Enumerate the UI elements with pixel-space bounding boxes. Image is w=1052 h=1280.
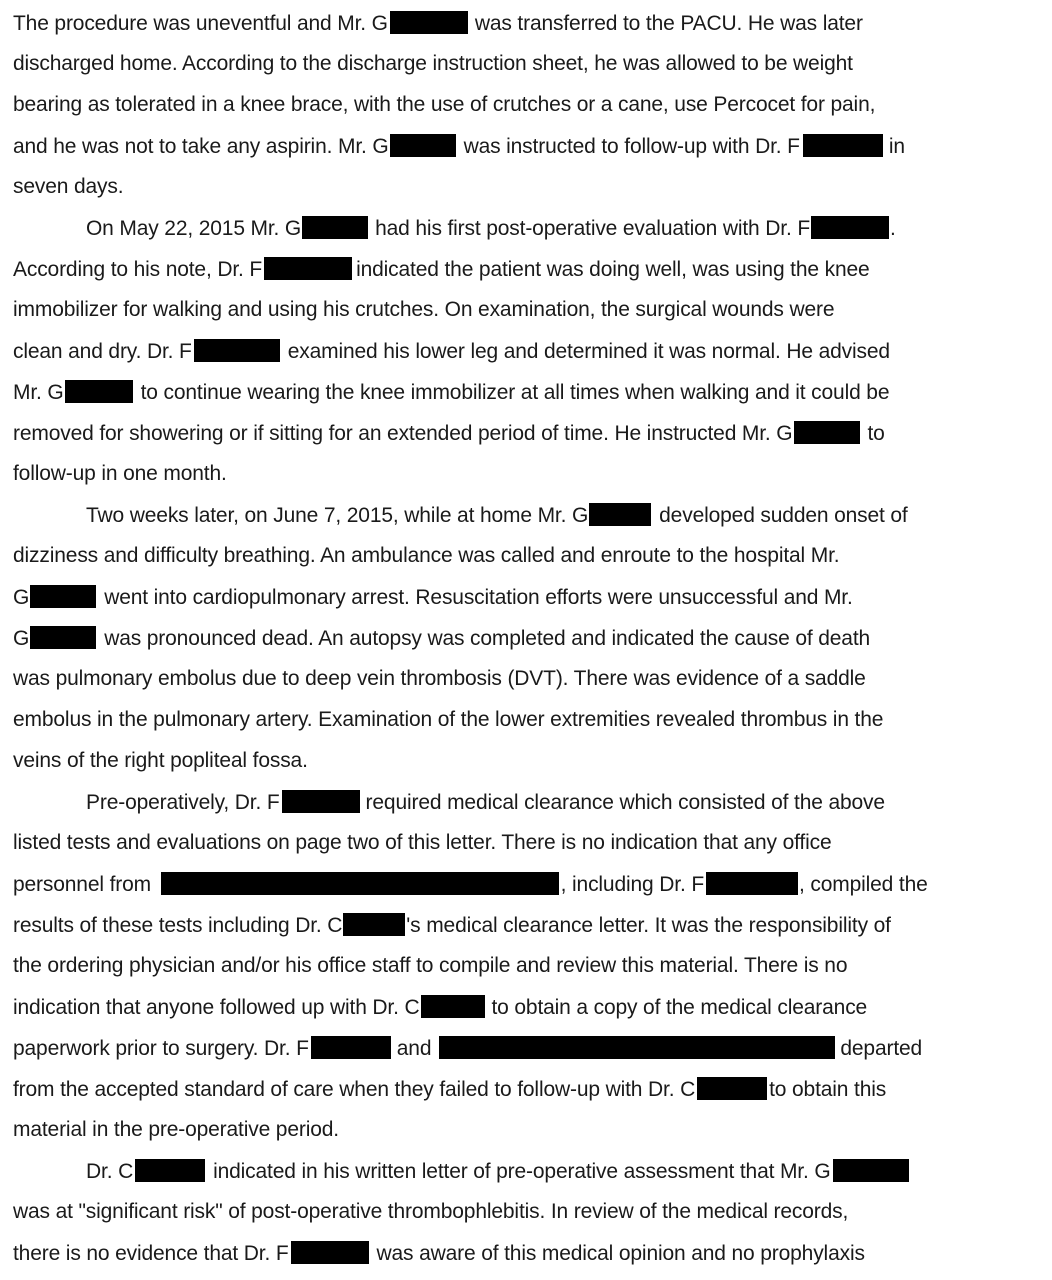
text-line [13, 380, 889, 405]
redaction-bar [390, 11, 468, 34]
text-segment: material in the pre-operative period. [13, 1118, 339, 1141]
text-segment: examined his lower leg and determined it was normal. He advised [287, 340, 890, 363]
redaction-bar [65, 380, 133, 403]
text-line [13, 1200, 848, 1224]
text-segment: and [396, 1037, 432, 1060]
text-segment: . [890, 217, 896, 240]
text-line [13, 93, 875, 117]
redaction-bar [161, 872, 559, 895]
text-segment: in [888, 135, 905, 158]
text-segment: follow-up in one month. [13, 462, 227, 485]
text-segment: went into cardiopulmonary arrest. Resuscitation efforts were unsuccessful and Mr. [104, 586, 853, 609]
redaction-bar [302, 216, 368, 239]
text-line [13, 585, 853, 610]
text-segment: indicated the patient was doing well, was using the knee [356, 258, 870, 281]
text-segment: the ordering physician and/or his office staff to compile and review this material. There is no [13, 954, 848, 977]
text-segment: Dr. C [86, 1160, 134, 1183]
redaction-bar [421, 995, 485, 1018]
text-line [13, 872, 928, 897]
text-line [86, 503, 908, 528]
text-segment: On May 22, 2015 Mr. G [86, 217, 302, 240]
text-segment: indication that anyone followed up with Dr. C [13, 996, 420, 1019]
text-segment: removed for showering or if sitting for an extended period of time. He instructed Mr. G [13, 422, 793, 445]
text-segment: was instructed to follow-up with Dr. F [463, 135, 800, 158]
text-line [13, 913, 891, 938]
text-segment: embolus in the pulmonary artery. Examination of the lower extremities revealed thrombus in the [13, 708, 884, 731]
text-segment: immobilizer for walking and using his crutches. On examination, the surgical wounds were [13, 298, 835, 321]
text-segment: clean and dry. Dr. F [13, 340, 192, 363]
text-segment: According to his note, Dr. F [13, 258, 263, 281]
text-segment: The procedure was uneventful and Mr. G [13, 12, 388, 35]
text-line [13, 298, 834, 322]
text-line [13, 544, 839, 568]
redaction-bar [697, 1077, 767, 1100]
text-line [13, 175, 123, 199]
text-segment: discharged home. According to the discharge instruction sheet, he was allowed to be weight [13, 52, 853, 75]
text-segment: bearing as tolerated in a knee brace, with the use of crutches or a cane, use Percocet for pain, [13, 93, 876, 116]
text-segment: was aware of this medical opinion and no prophylaxis [376, 1242, 865, 1265]
text-segment: was at "significant risk" of post-operative thrombophlebitis. In review of the medical records, [13, 1200, 849, 1223]
text-line [13, 667, 866, 691]
redaction-bar [811, 216, 889, 239]
text-segment: Pre-operatively, Dr. F [86, 791, 280, 814]
redaction-bar [282, 790, 360, 813]
text-segment: was pronounced dead. An autopsy was completed and indicated the cause of death [104, 627, 871, 650]
redaction-bar [30, 626, 96, 649]
redaction-bar [135, 1159, 205, 1182]
text-segment: G [13, 586, 30, 609]
text-segment: paperwork prior to surgery. Dr. F [13, 1037, 309, 1060]
redaction-bar [833, 1159, 909, 1182]
text-segment: required medical clearance which consisted of the above [365, 791, 885, 814]
redaction-bar [706, 872, 798, 895]
text-segment: dizziness and difficulty breathing. An ambulance was called and enroute to the hospital Mr. [13, 544, 840, 567]
text-segment: there is no evidence that Dr. F [13, 1242, 289, 1265]
text-line [13, 708, 883, 732]
text-segment: , compiled the [799, 873, 928, 896]
text-segment: 's medical clearance letter. It was the responsibility of [406, 914, 891, 937]
text-line [13, 1118, 339, 1142]
text-segment: to [867, 422, 885, 445]
text-line [13, 749, 308, 773]
text-line [86, 216, 896, 241]
text-segment: veins of the right popliteal fossa. [13, 749, 308, 772]
text-line [13, 954, 847, 978]
text-segment: seven days. [13, 175, 124, 198]
text-line [13, 421, 885, 446]
text-line [13, 11, 863, 36]
redaction-bar [794, 421, 860, 444]
text-line [13, 626, 870, 651]
text-segment: was transferred to the PACU. He was later [474, 12, 863, 35]
text-segment: personnel from [13, 873, 157, 896]
redaction-bar [311, 1036, 391, 1059]
redaction-bar [589, 503, 651, 526]
redaction-bar [803, 134, 883, 157]
text-line [13, 462, 227, 486]
redaction-bar [343, 913, 405, 936]
text-segment: had his first post-operative evaluation with Dr. F [375, 217, 810, 240]
text-segment: , including Dr. F [560, 873, 704, 896]
text-line [86, 1159, 909, 1184]
text-segment: G [13, 627, 30, 650]
text-line [13, 995, 867, 1020]
redaction-bar [439, 1036, 835, 1059]
text-line [86, 790, 885, 815]
text-line [13, 1036, 922, 1061]
text-segment: to obtain this [769, 1078, 887, 1101]
redaction-bar [194, 339, 280, 362]
text-segment: Two weeks later, on June 7, 2015, while at home Mr. G [86, 504, 589, 527]
text-segment: developed sudden onset of [659, 504, 908, 527]
text-line [13, 1077, 886, 1102]
redaction-bar [390, 134, 456, 157]
redaction-bar [291, 1241, 369, 1264]
text-segment: indicated in his written letter of pre-operative assessment that Mr. G [213, 1160, 831, 1183]
text-segment: listed tests and evaluations on page two of this letter. There is no indication that any office [13, 831, 832, 854]
text-segment: Mr. G [13, 381, 64, 404]
text-line [13, 257, 870, 282]
text-line [13, 831, 832, 855]
text-line [13, 52, 853, 76]
text-segment: from the accepted standard of care when they failed to follow-up with Dr. C [13, 1078, 696, 1101]
redaction-bar [264, 257, 352, 280]
text-line [13, 339, 890, 364]
text-segment: and he was not to take any aspirin. Mr. G [13, 135, 389, 158]
text-segment: to continue wearing the knee immobilizer at all times when walking and it could be [140, 381, 890, 404]
text-segment: results of these tests including Dr. C [13, 914, 343, 937]
redaction-bar [30, 585, 96, 608]
text-segment: to obtain a copy of the medical clearance [491, 996, 868, 1019]
text-line [13, 1241, 865, 1266]
text-segment: departed [840, 1037, 923, 1060]
text-line [13, 134, 905, 159]
text-segment: was pulmonary embolus due to deep vein thrombosis (DVT). There was evidence of a saddle [13, 667, 866, 690]
